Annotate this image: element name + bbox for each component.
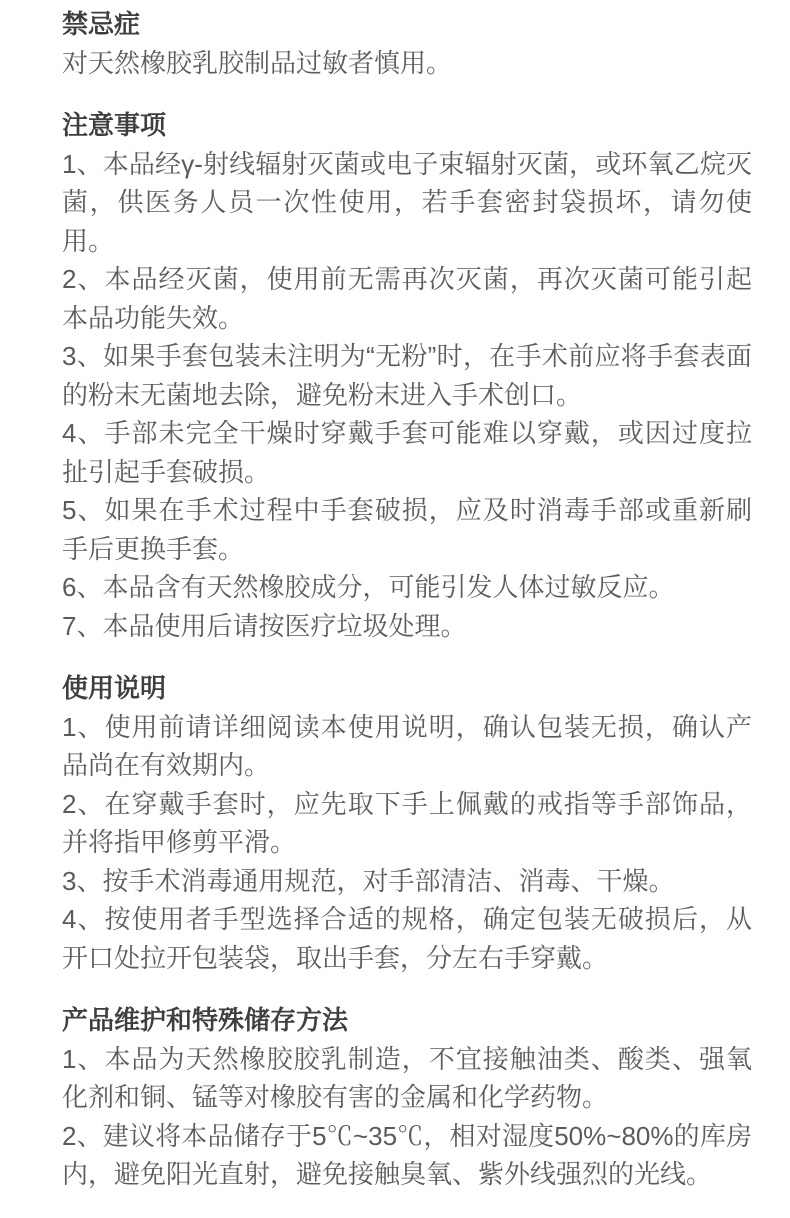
section-heading-maintenance-storage: 产品维护和特殊储存方法	[62, 1005, 349, 1035]
section-contraindications	[62, 5, 752, 82]
paragraph: 7、本品使用后请按医疗垃圾处理。	[62, 610, 467, 641]
section-heading-precautions: 注意事项	[62, 110, 167, 140]
paragraph: 1、本品为天然橡胶胶乳制造，不宜接触油类、酸类、强氧化剂和铜、锰等对橡胶有害的金属和化学药物。	[62, 1043, 752, 1112]
paragraph: 4、按使用者手型选择合适的规格，确定包装无破损后，从开口处拉开包装袋，取出手套，分左右手穿戴。	[62, 904, 752, 973]
paragraph: 1、本品经γ-射线辐射灭菌或电子束辐射灭菌，或环氧乙烷灭菌，供医务人员一次性使用，若手套密封袋损坏，请勿使用。	[62, 148, 752, 256]
paragraph: 5、如果在手术过程中手套破损，应及时消毒手部或重新刷手后更换手套。	[62, 495, 752, 564]
section-usage-instructions	[62, 669, 752, 977]
paragraph: 2、在穿戴手套时，应先取下手上佩戴的戒指等手部饰品，并将指甲修剪平滑。	[62, 788, 752, 857]
section-precautions	[62, 106, 752, 645]
section-heading-usage-instructions: 使用说明	[62, 673, 167, 703]
paragraph: 3、如果手套包装未注明为“无粉”时，在手术前应将手套表面的粉末无菌地去除，避免粉末进入手术创口。	[62, 341, 752, 410]
paragraph: 1、使用前请详细阅读本使用说明，确认包装无损，确认产品尚在有效期内。	[62, 711, 752, 780]
paragraph: 3、按手术消毒通用规范，对手部清洁、消毒、干燥。	[62, 865, 675, 896]
paragraph: 2、本品经灭菌，使用前无需再次灭菌，再次灭菌可能引起本品功能失效。	[62, 264, 752, 333]
paragraph: 对天然橡胶乳胶制品过敏者慎用。	[62, 47, 453, 78]
section-maintenance-storage	[62, 1001, 752, 1194]
paragraph: 6、本品含有天然橡胶成分，可能引发人体过敏反应。	[62, 572, 675, 602]
section-heading-contraindications: 禁忌症	[62, 9, 141, 39]
paragraph: 4、手部未完全干燥时穿戴手套可能难以穿戴，或因过度拉扯引起手套破损。	[62, 418, 752, 487]
paragraph: 2、建议将本品储存于5℃~35℃，相对湿度50%~80%的库房内，避免阳光直射，避免接触臭氧、紫外线强烈的光线。	[62, 1120, 752, 1189]
